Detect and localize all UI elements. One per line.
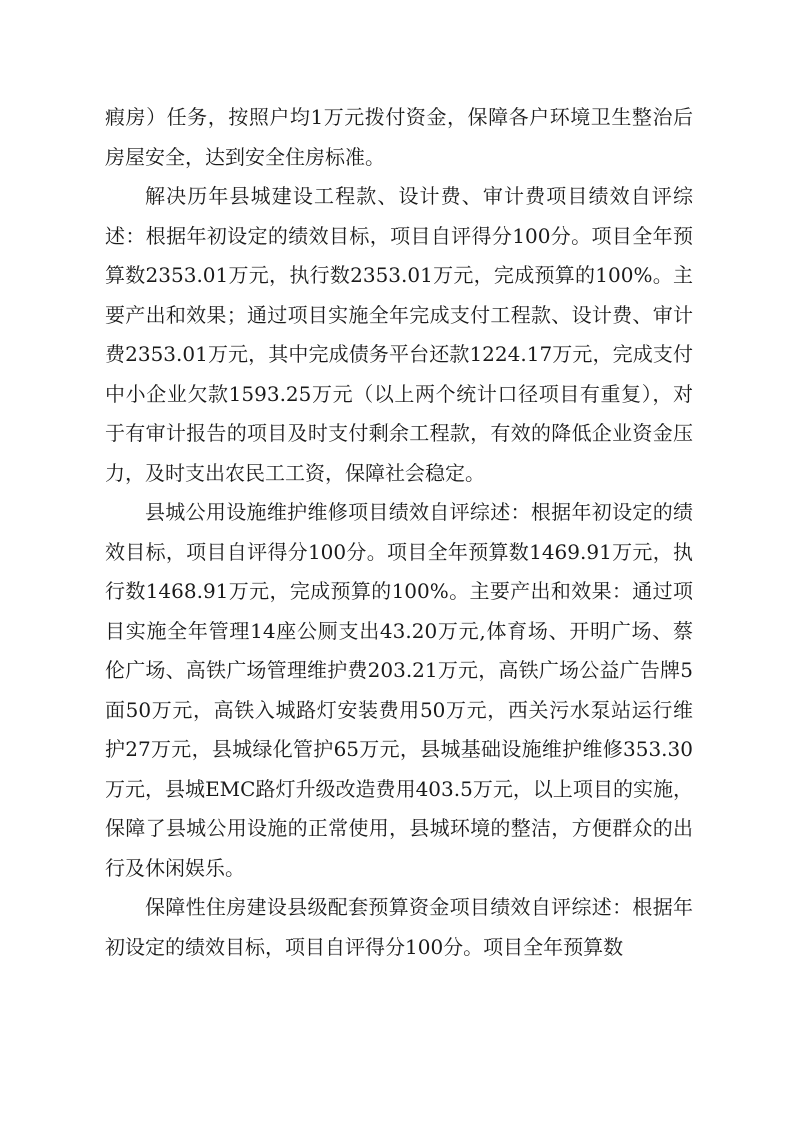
paragraph-affordable-housing: 保障性住房建设县级配套预算资金项目绩效自评综述：根据年初设定的绩效目标，项目自评得分100分。项目全年预算数 — [105, 895, 693, 959]
paragraph-continuation: 瘕房）任务，按照户均1万元拨付资金，保障各户环境卫生整治后房屋安全，达到安全住房标准。 — [105, 105, 693, 169]
paragraph-public-facilities: 县城公用设施维护维修项目绩效自评综述：根据年初设定的绩效目标，项目自评得分100分。项目全年预算数1469.91万元，执行数1468.91万元，完成预算的100%。主要产出和效果：通过项目实施全年管理14座公厕支出43.20万元,体育场、开明广场、蔡伦广场、高铁广场管理维护费203.21万元，高铁广场公益广告牌5面50万元，高铁入城路灯安装费用50万元，西关污水泵站运行维护27万元，县城绿化管护65万元，县城基础设施维护维修353.30万元，县城EMC路灯升级改造费用403.5万元，以上项目的实施，保障了县城公用设施的正常使用，县城环境的整洁，方便群众的出行及休闲娱乐。 — [105, 500, 693, 880]
paragraph-construction-payments: 解决历年县城建设工程款、设计费、审计费项目绩效自评综述：根据年初设定的绩效目标，项目自评得分100分。项目全年预算数2353.01万元，执行数2353.01万元，完成预算的100%。主要产出和效果；通过项目实施全年完成支付工程款、设计费、审计费2353.01万元，其中完成债务平台还款1224.17万元，完成支付中小企业欠款1593.25万元（以上两个统计口径项目有重复），对于有审计报告的项目及时支付剩余工程款，有效的降低企业资金压力，及时支出农民工工资，保障社会稳定。 — [105, 184, 693, 485]
